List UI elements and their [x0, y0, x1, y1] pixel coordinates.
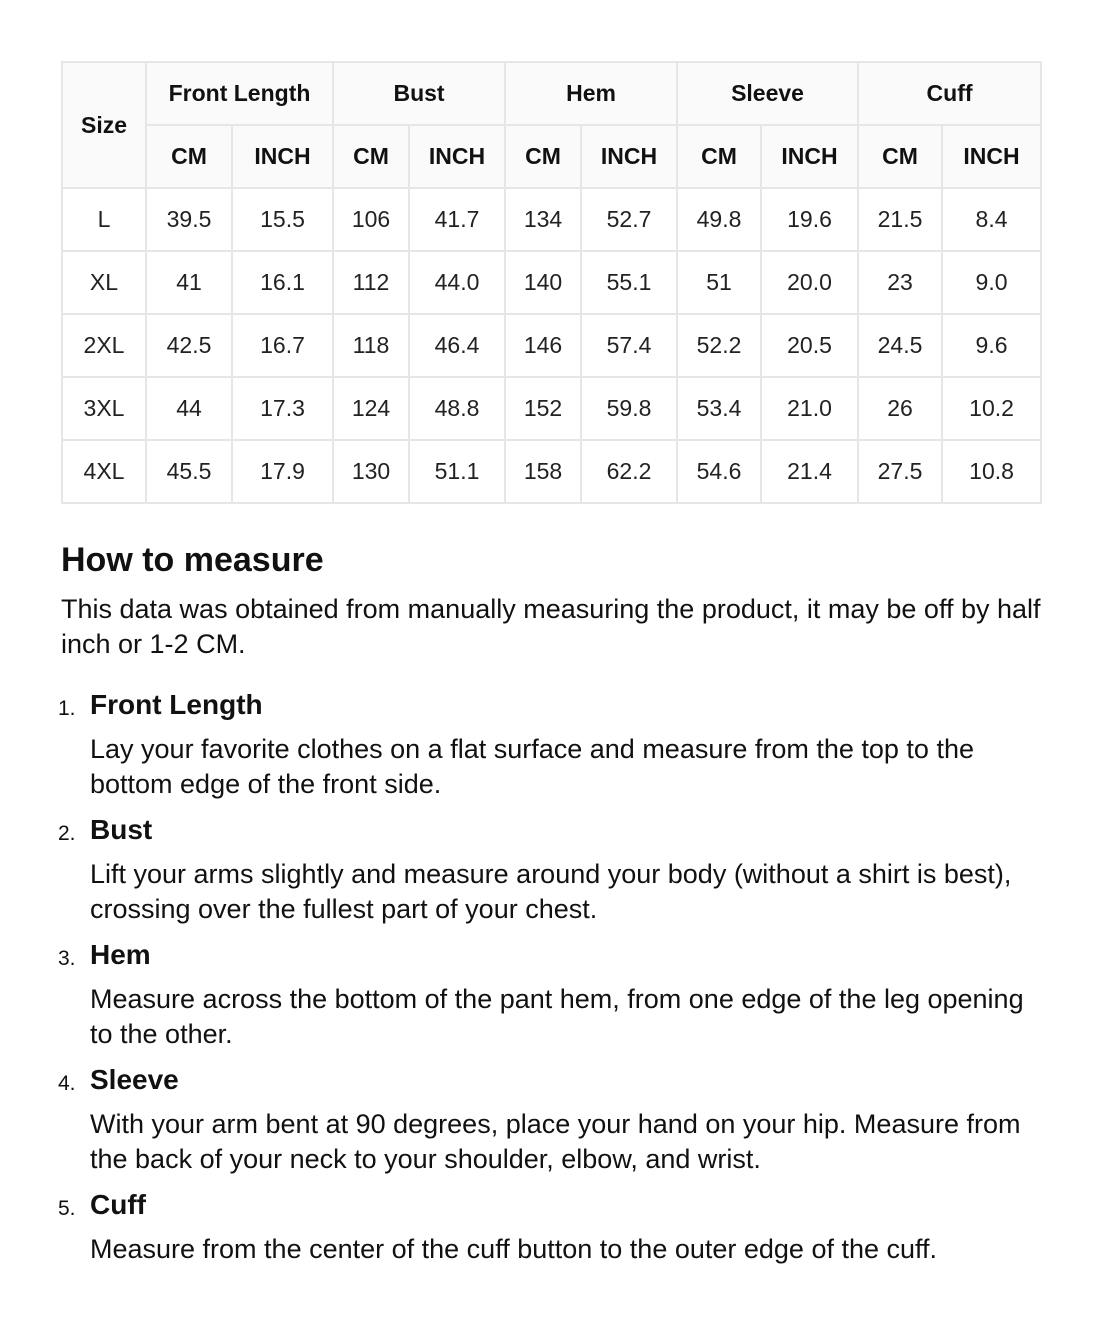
table-row — [62, 377, 1041, 440]
measurement-cell: 54.6 — [677, 440, 761, 503]
group-header-hem: Hem — [505, 62, 677, 125]
guide-step — [58, 687, 1046, 802]
measurement-cell: 42.5 — [146, 314, 232, 377]
measurement-cell: 21.4 — [761, 440, 858, 503]
step-title: Bust — [90, 814, 153, 845]
step-number: 4. — [58, 1072, 76, 1095]
step-number: 5. — [58, 1197, 76, 1220]
measurement-cell: 20.5 — [761, 314, 858, 377]
measurement-cell: 15.5 — [232, 188, 333, 251]
measurement-cell: 52.2 — [677, 314, 761, 377]
measurement-cell: 59.8 — [581, 377, 677, 440]
unit-header-cm: CM — [677, 125, 761, 188]
measurement-cell: 17.3 — [232, 377, 333, 440]
table-header-row-units — [62, 125, 1041, 188]
unit-header-cm: CM — [333, 125, 409, 188]
guide-step — [58, 1187, 1046, 1267]
measurement-cell: 17.9 — [232, 440, 333, 503]
measurement-cell: 16.1 — [232, 251, 333, 314]
group-header-bust: Bust — [333, 62, 505, 125]
step-title: Hem — [90, 939, 151, 970]
step-description: With your arm bent at 90 degrees, place your hand on your hip. Measure from the back of your neck to your shoulder, elbow, and wrist. — [90, 1109, 1021, 1174]
measurement-cell: 23 — [858, 251, 942, 314]
unit-header-inch: INCH — [409, 125, 505, 188]
guide-step — [58, 1062, 1046, 1177]
step-description: Lift your arms slightly and measure around your body (without a shirt is best), crossing over the fullest part of your chest. — [90, 859, 1012, 924]
size-cell: XL — [62, 251, 146, 314]
step-description: Measure across the bottom of the pant hem, from one edge of the leg opening to the other. — [90, 984, 1024, 1049]
measurement-cell: 21.5 — [858, 188, 942, 251]
measurement-cell: 44.0 — [409, 251, 505, 314]
step-description: Lay your favorite clothes on a flat surface and measure from the top to the bottom edge of the front side. — [90, 734, 974, 799]
measurement-cell: 146 — [505, 314, 581, 377]
measurement-cell: 9.6 — [942, 314, 1041, 377]
measurement-cell: 51 — [677, 251, 761, 314]
measurement-cell: 9.0 — [942, 251, 1041, 314]
measurement-cell: 51.1 — [409, 440, 505, 503]
unit-header-cm: CM — [858, 125, 942, 188]
measurement-cell: 8.4 — [942, 188, 1041, 251]
measurement-cell: 19.6 — [761, 188, 858, 251]
measurement-cell: 130 — [333, 440, 409, 503]
measurement-cell: 16.7 — [232, 314, 333, 377]
table-row — [62, 188, 1041, 251]
measurement-cell: 41 — [146, 251, 232, 314]
size-cell: 3XL — [62, 377, 146, 440]
size-cell: 2XL — [62, 314, 146, 377]
guide-step — [58, 812, 1046, 927]
measurement-cell: 55.1 — [581, 251, 677, 314]
measurement-cell: 158 — [505, 440, 581, 503]
step-number: 1. — [58, 697, 76, 720]
measurement-cell: 49.8 — [677, 188, 761, 251]
measurement-cell: 62.2 — [581, 440, 677, 503]
step-number: 3. — [58, 947, 76, 970]
unit-header-inch: INCH — [761, 125, 858, 188]
measurement-cell: 24.5 — [858, 314, 942, 377]
guide-title: How to measure — [61, 541, 324, 579]
measurement-cell: 26 — [858, 377, 942, 440]
group-header-cuff: Cuff — [858, 62, 1041, 125]
measurement-cell: 118 — [333, 314, 409, 377]
measurement-cell: 52.7 — [581, 188, 677, 251]
table-body — [62, 188, 1041, 503]
guide-steps — [58, 687, 1046, 1267]
measurement-cell: 20.0 — [761, 251, 858, 314]
measurement-cell: 46.4 — [409, 314, 505, 377]
step-title: Front Length — [90, 689, 263, 720]
unit-header-cm: CM — [505, 125, 581, 188]
measurement-cell: 106 — [333, 188, 409, 251]
size-chart-table — [61, 61, 1042, 504]
measurement-cell: 152 — [505, 377, 581, 440]
unit-header-inch: INCH — [232, 125, 333, 188]
measurement-cell: 10.2 — [942, 377, 1041, 440]
measurement-cell: 57.4 — [581, 314, 677, 377]
size-column-header: Size — [62, 62, 146, 188]
measurement-cell: 48.8 — [409, 377, 505, 440]
step-title: Cuff — [90, 1189, 146, 1220]
measurement-cell: 10.8 — [942, 440, 1041, 503]
size-cell: L — [62, 188, 146, 251]
group-header-sleeve: Sleeve — [677, 62, 858, 125]
measurement-cell: 124 — [333, 377, 409, 440]
table-header-row-groups — [62, 62, 1041, 125]
step-description: Measure from the center of the cuff button to the outer edge of the cuff. — [90, 1234, 938, 1264]
table-row — [62, 440, 1041, 503]
measurement-cell: 112 — [333, 251, 409, 314]
measurement-cell: 21.0 — [761, 377, 858, 440]
step-number: 2. — [58, 822, 76, 845]
unit-header-inch: INCH — [942, 125, 1041, 188]
step-title: Sleeve — [90, 1064, 179, 1095]
measurement-cell: 41.7 — [409, 188, 505, 251]
measurement-cell: 27.5 — [858, 440, 942, 503]
measurement-cell: 134 — [505, 188, 581, 251]
unit-header-inch: INCH — [581, 125, 677, 188]
table-row — [62, 314, 1041, 377]
measurement-cell: 140 — [505, 251, 581, 314]
guide-intro: This data was obtained from manually measuring the product, it may be off by half inch or 1-2 CM. — [61, 594, 1041, 659]
measure-guide — [58, 538, 1046, 1277]
guide-step — [58, 937, 1046, 1052]
measurement-cell: 39.5 — [146, 188, 232, 251]
size-cell: 4XL — [62, 440, 146, 503]
measurement-cell: 44 — [146, 377, 232, 440]
group-header-front-length: Front Length — [146, 62, 333, 125]
unit-header-cm: CM — [146, 125, 232, 188]
measurement-cell: 53.4 — [677, 377, 761, 440]
measurement-cell: 45.5 — [146, 440, 232, 503]
table-row — [62, 251, 1041, 314]
